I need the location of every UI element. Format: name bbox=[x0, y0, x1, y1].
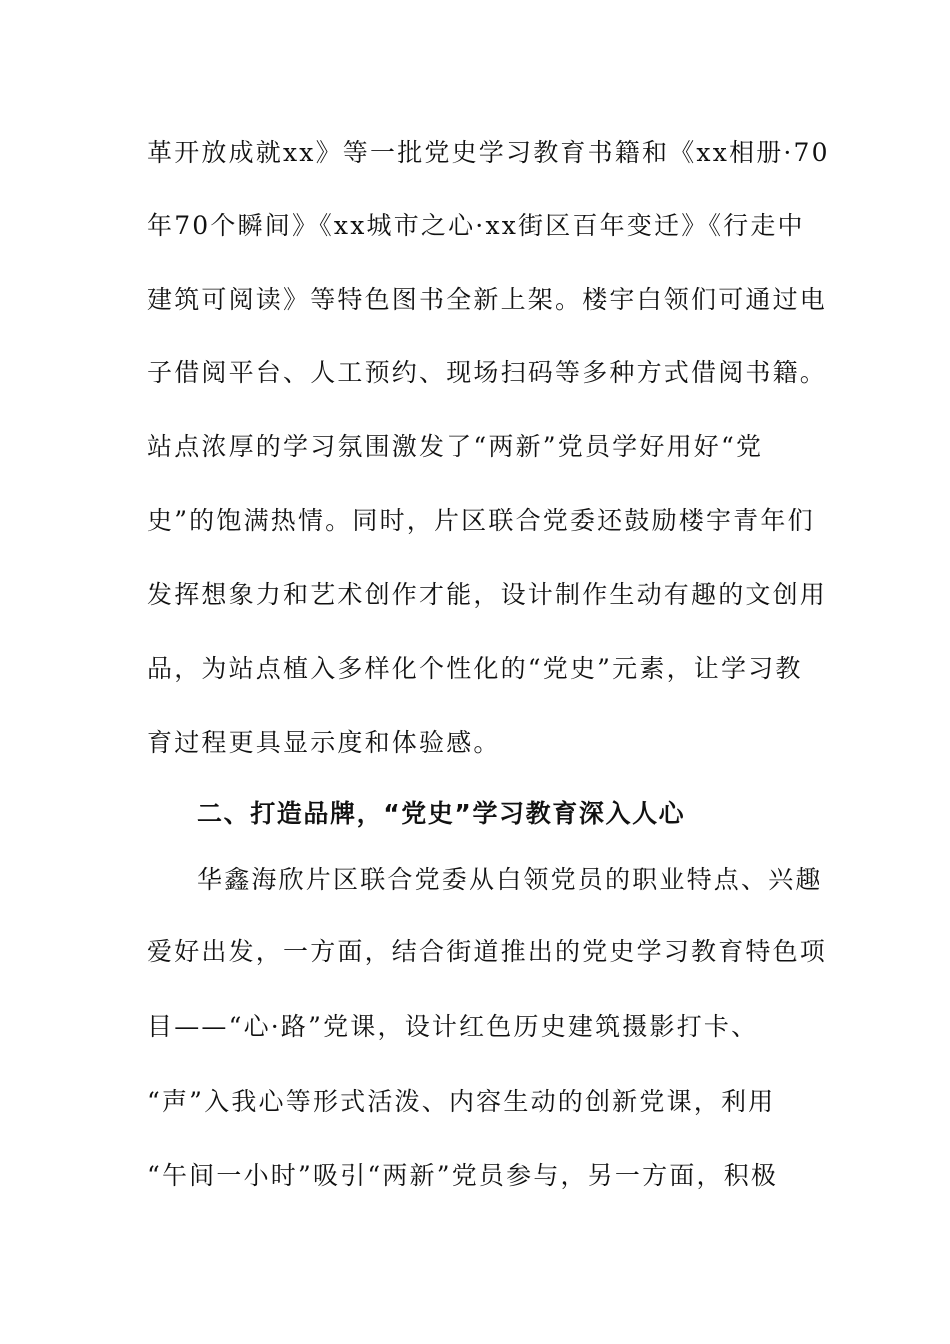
section-heading: 二、打造品牌，“党史”学习教育深入人心 bbox=[197, 799, 686, 828]
paragraph2-line-3: 目——“心·路”党课，设计红色历史建筑摄影打卡、 bbox=[147, 1012, 759, 1041]
body-text-line-9: 育过程更具显示度和体验感。 bbox=[147, 728, 501, 757]
paragraph2-line-5: “午间一小时”吸引“两新”党员参与，另一方面，积极 bbox=[147, 1161, 779, 1190]
body-text-line-2: 年70个瞬间》《xx城市之心·xx街区百年变迁》《行走中 bbox=[147, 211, 805, 240]
paragraph2-line-2: 爱好出发，一方面，结合街道推出的党史学习教育特色项 bbox=[147, 937, 828, 966]
body-text-line-6: 史”的饱满热情。同时，片区联合党委还鼓励楼宇青年们 bbox=[147, 506, 815, 535]
paragraph2-line-4: “声”入我心等形式活泼、内容生动的创新党课，利用 bbox=[147, 1087, 776, 1116]
body-text-line-4: 子借阅平台、人工预约、现场扫码等多种方式借阅书籍。 bbox=[147, 358, 828, 387]
body-text-line-8: 品，为站点植入多样化个性化的“党史”元素，让学习教 bbox=[147, 654, 803, 683]
body-text-line-7: 发挥想象力和艺术创作才能，设计制作生动有趣的文创用 bbox=[147, 580, 828, 609]
body-text-line-1: 革开放成就xx》等一批党史学习教育书籍和《xx相册·70 bbox=[147, 138, 830, 167]
body-text-line-3: 建筑可阅读》等特色图书全新上架。楼宇白领们可通过电 bbox=[147, 285, 828, 314]
paragraph2-line-1: 华鑫海欣片区联合党委从白领党员的职业特点、兴趣 bbox=[197, 865, 823, 894]
body-text-line-5: 站点浓厚的学习氛围激发了“两新”党员学好用好“党 bbox=[147, 432, 764, 461]
